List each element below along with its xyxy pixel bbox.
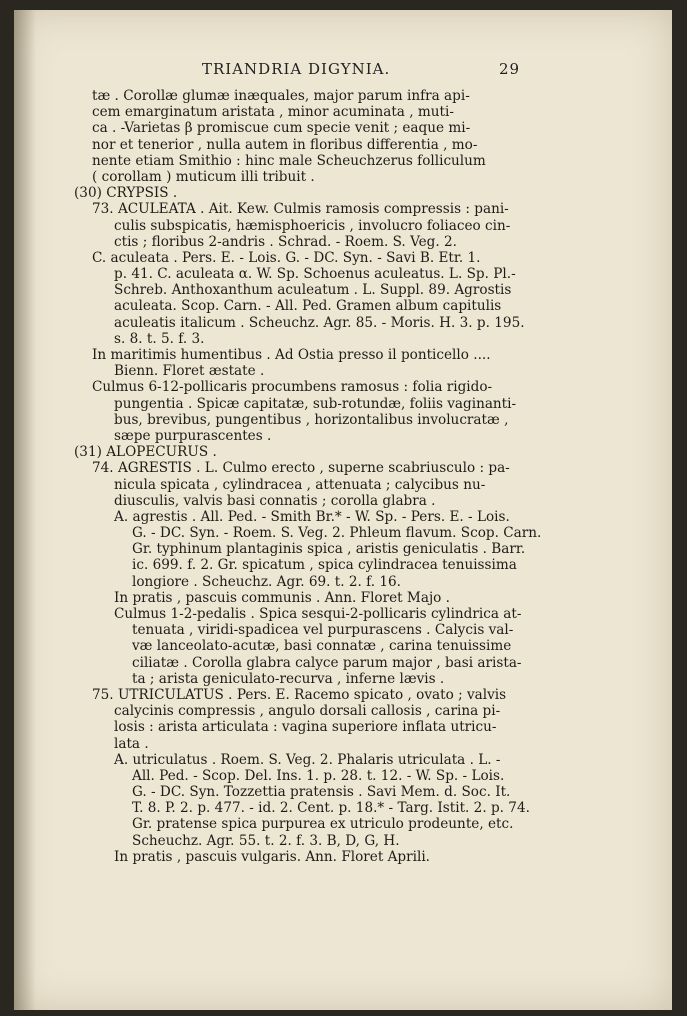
text-line: nente etiam Smithio : hinc male Scheuchzerus folliculum (92, 152, 486, 169)
text-line: cem emarginatum aristata , minor acuminata , muti- (92, 104, 454, 121)
text-line: Culmus 6-12-pollicaris procumbens ramosus : folia rigido- (92, 379, 493, 396)
text-line: T. 8. P. 2. p. 477. - id. 2. Cent. p. 18.* - Targ. Istit. 2. p. 74. (132, 800, 530, 817)
text-block (74, 88, 664, 865)
text-line: lata . (114, 735, 149, 752)
text-line: (31) ALOPECURUS . (74, 444, 217, 461)
text-line: pungentia . Spicæ capitatæ, sub-rotundæ, foliis vaginanti- (114, 395, 517, 412)
text-line: A. agrestis . All. Ped. - Smith Br.* - W. Sp. - Pers. E. - Lois. (114, 508, 510, 525)
text-line: In pratis , pascuis vulgaris. Ann. Floret Aprili. (114, 848, 430, 865)
header-title: TRIANDRIA DIGYNIA. (202, 60, 391, 78)
text-line: bus, brevibus, pungentibus , horizontalibus involucratæ , (114, 411, 509, 428)
text-line: C. aculeata . Pers. E. - Lois. G. - DC. Syn. - Savi B. Etr. 1. (92, 249, 481, 266)
page-number: 29 (499, 60, 521, 78)
text-line: sæpe purpurascentes . (114, 427, 272, 444)
text-line: G. - DC. Syn. - Roem. S. Veg. 2. Phleum flavum. Scop. Carn. (132, 525, 542, 542)
text-line: ciliatæ . Corolla glabra calyce parum major , basi arista- (132, 654, 522, 671)
text-line: tenuata , viridi-spadicea vel purpurascens . Calycis val- (132, 622, 514, 639)
text-line: ta ; arista geniculato-recurva , inferne lævis . (132, 670, 445, 687)
page-spine-shadow (14, 10, 36, 1010)
text-line: culis subspicatis, hæmisphoericis , involucro foliaceo cin- (114, 217, 511, 234)
text-line: nor et tenerior , nulla autem in floribus differentia , mo- (92, 136, 478, 153)
text-line: longiore . Scheuchz. Agr. 69. t. 2. f. 16. (132, 573, 401, 590)
text-line: aculeata. Scop. Carn. - All. Ped. Gramen album capitulis (114, 298, 502, 315)
text-line: s. 8. t. 5. f. 3. (114, 330, 205, 347)
text-line: ca . -Varietas β promiscue cum specie venit ; eaque mi- (92, 120, 471, 137)
text-line: All. Ped. - Scop. Del. Ins. 1. p. 28. t. 12. - W. Sp. - Lois. (132, 767, 505, 784)
text-line: diusculis, valvis basi connatis ; corolla glabra . (114, 492, 436, 509)
text-line: ( corollam ) muticum illi tribuit . (92, 168, 315, 185)
text-line: calycinis compressis , angulo dorsali callosis , carina pi- (114, 703, 501, 720)
text-line: Scheuchz. Agr. 55. t. 2. f. 3. B, D, G, H. (132, 832, 400, 849)
text-line: A. utriculatus . Roem. S. Veg. 2. Phalaris utriculata . L. - (114, 751, 501, 768)
text-line: In pratis , pascuis communis . Ann. Floret Majo . (114, 589, 450, 606)
book-page (14, 10, 672, 1010)
text-line: nicula spicata , cylindracea , attenuata ; calycibus nu- (114, 476, 486, 493)
text-line: 75. UTRICULATUS . Pers. E. Racemo spicato , ovato ; valvis (92, 686, 507, 703)
text-line: væ lanceolato-acutæ, basi connatæ , carina tenuissime (132, 638, 512, 655)
text-line: aculeatis italicum . Scheuchz. Agr. 85. - Moris. H. 3. p. 195. (114, 314, 525, 331)
text-line: (30) CRYPSIS . (74, 185, 178, 202)
text-line: Gr. typhinum plantaginis spica , aristis geniculatis . Barr. (132, 541, 526, 558)
text-line: ic. 699. f. 2. Gr. spicatum , spica cylindracea tenuissima (132, 557, 517, 574)
text-line: 73. ACULEATA . Ait. Kew. Culmis ramosis compressis : pani- (92, 201, 509, 218)
text-line: ctis ; floribus 2-andris . Schrad. - Roem. S. Veg. 2. (114, 233, 457, 250)
text-line: 74. AGRESTIS . L. Culmo erecto , superne scabriusculo : pa- (92, 460, 510, 477)
text-line: Bienn. Floret æstate . (114, 363, 265, 380)
text-line: Culmus 1-2-pedalis . Spica sesqui-2-pollicaris cylindrica at- (114, 606, 522, 622)
text-line: G. - DC. Syn. Tozzettia pratensis . Savi Mem. d. Soc. It. (132, 784, 511, 801)
text-line: p. 41. C. aculeata α. W. Sp. Schoenus aculeatus. L. Sp. Pl.- (114, 266, 516, 283)
text-line: Schreb. Anthoxanthum aculeatum . L. Suppl. 89. Agrostis (114, 282, 512, 299)
text-line: In maritimis humentibus . Ad Ostia presso il ponticello .... (92, 347, 491, 363)
text-line: tæ . Corollæ glumæ inæquales, major parum infra api- (92, 88, 470, 104)
text-line: losis : arista articulata : vagina superiore inflata utricu- (114, 719, 497, 736)
text-line: Gr. pratense spica purpurea ex utriculo prodeunte, etc. (132, 816, 514, 833)
